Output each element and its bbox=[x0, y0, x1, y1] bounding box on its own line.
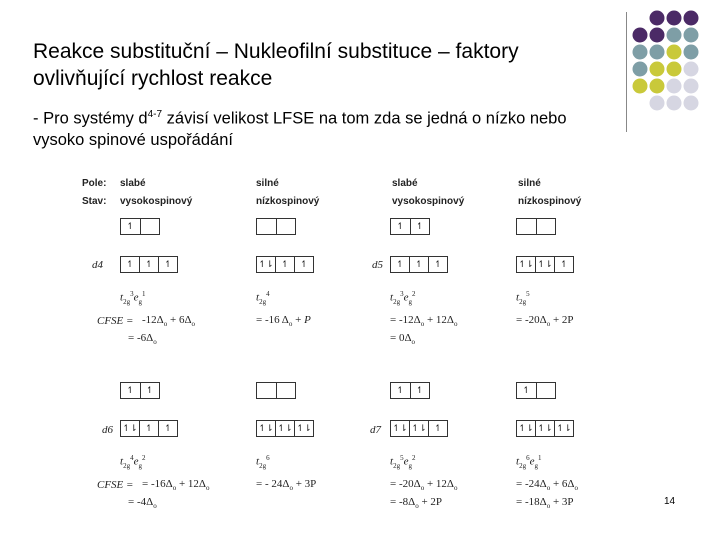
electron-configuration: $t_{2g}^5$ bbox=[516, 290, 530, 306]
electron-slot: ↿⇂ bbox=[276, 421, 295, 436]
t2g-orbital-box bbox=[390, 256, 448, 273]
electron-slot: ↿ bbox=[121, 257, 140, 272]
electron-slot: ↿⇂ bbox=[391, 421, 410, 436]
decorative-dot bbox=[684, 62, 699, 77]
electron-configuration: $t_{2g}^4$ bbox=[256, 290, 270, 306]
electron-slot bbox=[537, 383, 556, 398]
electron-slot: ↿⇂ bbox=[257, 257, 276, 272]
decorative-dot bbox=[684, 11, 699, 26]
divider-line bbox=[626, 12, 627, 132]
electron-slot bbox=[257, 383, 277, 398]
electron-slot bbox=[141, 219, 160, 234]
decorative-dot bbox=[633, 79, 648, 94]
cfse-label-top: CFSE = bbox=[97, 315, 134, 327]
cfse-equation: = $-16\Delta_o + 12\Delta_o$ bbox=[142, 478, 210, 493]
electron-slot: ↿⇂ bbox=[536, 257, 555, 272]
electron-slot bbox=[277, 219, 296, 234]
eg-orbital-box bbox=[120, 218, 160, 235]
electron-slot: ↿ bbox=[391, 219, 411, 234]
electron-slot: ↿⇂ bbox=[536, 421, 555, 436]
electron-slot: ↿ bbox=[276, 257, 295, 272]
col1-state: vysokospinový bbox=[120, 196, 193, 207]
decorative-dot bbox=[667, 62, 682, 77]
cfse-label-bottom: CFSE = bbox=[97, 479, 134, 491]
row-label-field: Pole: bbox=[82, 178, 107, 189]
eg-orbital-box bbox=[516, 218, 556, 235]
electron-slot: ↿ bbox=[121, 383, 141, 398]
electron-configuration: $t_{2g}^3e_g^2$ bbox=[390, 290, 416, 306]
electron-slot: ↿ bbox=[391, 257, 410, 272]
electron-slot: ↿⇂ bbox=[121, 421, 140, 436]
electron-slot: ↿ bbox=[415, 221, 424, 231]
electron-slot: ↿ bbox=[121, 219, 141, 234]
electron-slot bbox=[257, 219, 277, 234]
eg-orbital-box bbox=[256, 218, 296, 235]
ion-label-d7: d7 bbox=[370, 424, 381, 436]
cfse-result: = $-8\Delta_o + 2P$ bbox=[390, 496, 443, 511]
electron-slot: ↿ bbox=[300, 259, 308, 269]
col4-field: silné bbox=[518, 178, 541, 189]
cfse-equation: = $-24\Delta_o + 6\Delta_o$ bbox=[516, 478, 578, 493]
col3-field: slabé bbox=[392, 178, 418, 189]
t2g-orbital-box bbox=[120, 420, 178, 437]
decorative-dot bbox=[650, 62, 665, 77]
cfse-equation: = $-20\Delta_o + 2P$ bbox=[516, 314, 574, 329]
slide-title: Reakce substituční – Nukleofilní substituce – faktory ovlivňující rychlost reakce bbox=[33, 40, 519, 90]
electron-slot: ↿⇂ bbox=[257, 421, 276, 436]
decorative-dot bbox=[650, 28, 665, 43]
electron-slot: ↿ bbox=[415, 385, 424, 395]
electron-slot: ↿⇂ bbox=[296, 423, 312, 433]
t2g-orbital-box bbox=[516, 256, 574, 273]
decorative-dot bbox=[667, 96, 682, 111]
decorative-dot bbox=[650, 96, 665, 111]
electron-slot bbox=[537, 219, 556, 234]
decorative-dot bbox=[650, 11, 665, 26]
t2g-orbital-box bbox=[256, 256, 314, 273]
decorative-dot bbox=[650, 79, 665, 94]
decorative-dot bbox=[667, 28, 682, 43]
cfse-result: = $-4\Delta_o$ bbox=[128, 496, 157, 511]
row-label-state: Stav: bbox=[82, 196, 107, 207]
electron-slot: ↿ bbox=[164, 259, 172, 269]
electron-slot bbox=[517, 219, 537, 234]
decorative-dot bbox=[667, 79, 682, 94]
decorative-dot bbox=[667, 45, 682, 60]
electron-slot: ↿ bbox=[391, 383, 411, 398]
ion-label-d5: d5 bbox=[372, 259, 383, 271]
decorative-dot bbox=[650, 45, 665, 60]
cfse-equation: = - $24\Delta_o + 3P$ bbox=[256, 478, 317, 493]
cfse-equation: = -16 $\Delta_o + P$ bbox=[256, 314, 311, 329]
electron-configuration: $t_{2g}^3e_g^1$ bbox=[120, 290, 146, 306]
cfse-result: = $-18\Delta_o + 3P$ bbox=[516, 496, 574, 511]
decorative-dot bbox=[633, 45, 648, 60]
cfse-result: = $0\Delta_o$ bbox=[390, 332, 416, 347]
electron-configuration: $t_{2g}^4e_g^2$ bbox=[120, 454, 146, 470]
electron-slot: ↿ bbox=[140, 257, 159, 272]
ion-label-d6: d6 bbox=[102, 424, 113, 436]
page-number: 14 bbox=[664, 496, 676, 507]
electron-slot bbox=[277, 383, 296, 398]
ion-label-d4: d4 bbox=[92, 259, 103, 271]
eg-orbital-box bbox=[120, 382, 160, 399]
t2g-orbital-box bbox=[256, 420, 314, 437]
decorative-dot bbox=[684, 28, 699, 43]
eg-orbital-box bbox=[390, 382, 430, 399]
electron-slot: ↿ bbox=[164, 423, 172, 433]
eg-orbital-box bbox=[256, 382, 296, 399]
electron-slot: ↿ bbox=[517, 383, 537, 398]
cfse-result: = $-6\Delta_o$ bbox=[128, 332, 157, 347]
electron-slot: ↿⇂ bbox=[517, 257, 536, 272]
decorative-dot bbox=[633, 28, 648, 43]
electron-slot: ↿⇂ bbox=[410, 421, 429, 436]
col1-field: slabé bbox=[120, 178, 146, 189]
cfse-equation: $-12\Delta_o + 6\Delta_o$ bbox=[142, 314, 196, 329]
t2g-orbital-box bbox=[390, 420, 448, 437]
decorative-dot bbox=[633, 62, 648, 77]
electron-slot: ↿ bbox=[560, 259, 568, 269]
electron-slot: ↿ bbox=[434, 259, 442, 269]
electron-configuration: $t_{2g}^6$ bbox=[256, 454, 270, 470]
col4-state: nízkospinový bbox=[518, 196, 582, 207]
electron-slot: ↿ bbox=[434, 423, 442, 433]
eg-orbital-box bbox=[516, 382, 556, 399]
decorative-dot bbox=[684, 79, 699, 94]
col2-field: silné bbox=[256, 178, 279, 189]
electron-configuration: $t_{2g}^6e_g^1$ bbox=[516, 454, 542, 470]
electron-slot: ↿ bbox=[140, 421, 159, 436]
col2-state: nízkospinový bbox=[256, 196, 320, 207]
electron-slot: ↿ bbox=[145, 385, 154, 395]
cfse-equation: = $-20\Delta_o + 12\Delta_o$ bbox=[390, 478, 458, 493]
t2g-orbital-box bbox=[120, 256, 178, 273]
decorative-dot bbox=[684, 96, 699, 111]
cfse-equation: = $-12\Delta_o + 12\Delta_o$ bbox=[390, 314, 458, 329]
eg-orbital-box bbox=[390, 218, 430, 235]
decorative-dot bbox=[667, 11, 682, 26]
electron-slot: ↿⇂ bbox=[517, 421, 536, 436]
decorative-dot bbox=[684, 45, 699, 60]
t2g-orbital-box bbox=[516, 420, 574, 437]
electron-configuration: $t_{2g}^5e_g^2$ bbox=[390, 454, 416, 470]
bullet-text: - Pro systémy $d^{4-7}$ závisí velikost LFSE na tom zda se jedná o nízko nebo vysoko spinové uspořádání bbox=[33, 109, 567, 149]
col3-state: vysokospinový bbox=[392, 196, 465, 207]
electron-slot: ↿ bbox=[410, 257, 429, 272]
electron-slot: ↿⇂ bbox=[556, 423, 572, 433]
